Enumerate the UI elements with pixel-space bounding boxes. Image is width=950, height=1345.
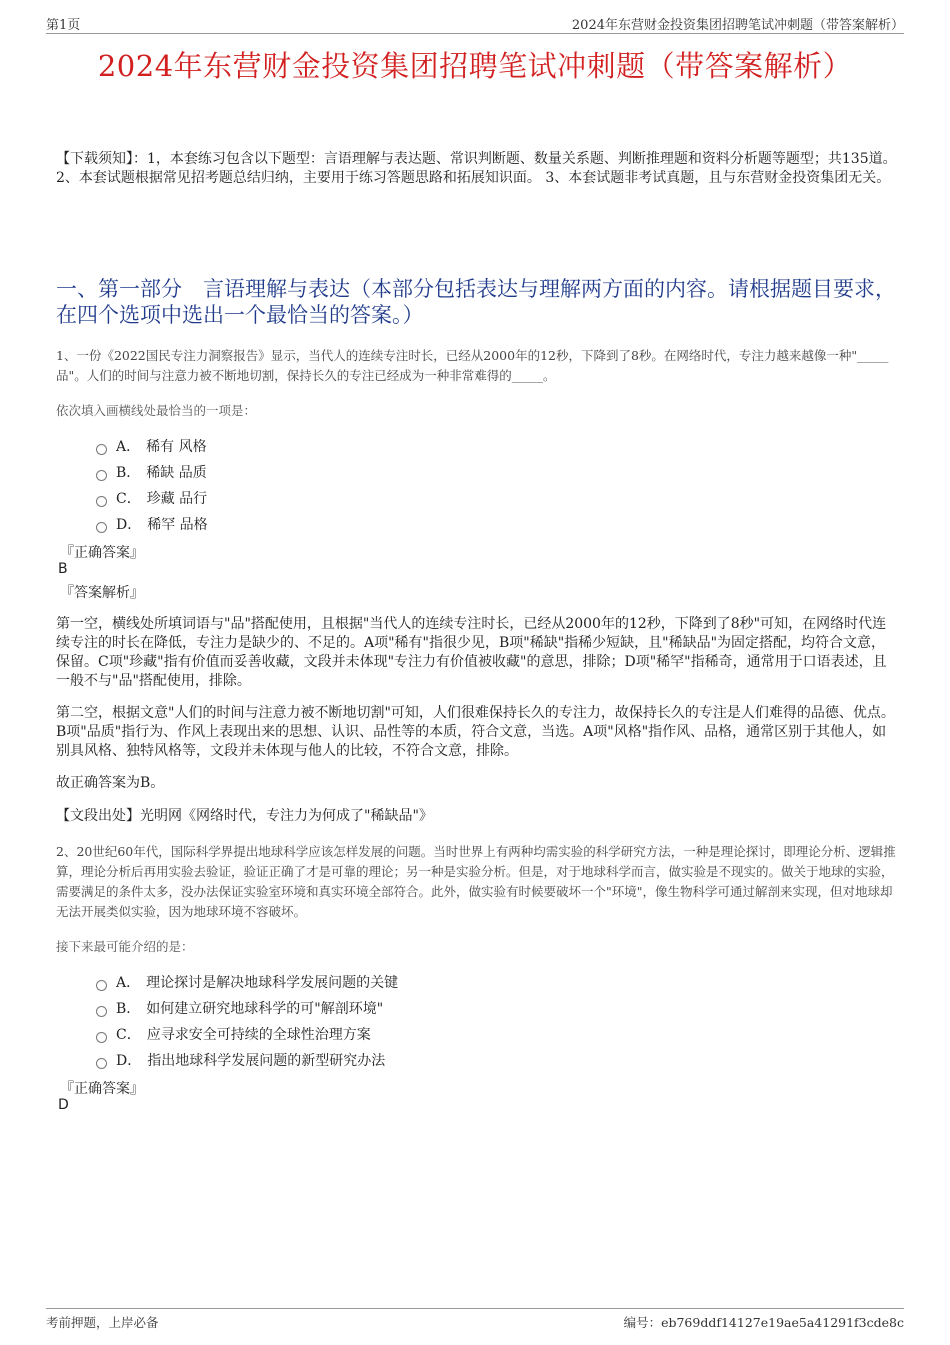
question-2-prompt: 接下来最可能介绍的是：	[56, 939, 194, 954]
radio-icon[interactable]	[96, 1058, 107, 1069]
answer-value: D	[58, 1097, 69, 1113]
answer-label: 『正确答案』	[60, 545, 144, 561]
question-1-stem: 1、一份《2022国民专注力洞察报告》显示，当代人的连续专注时长，已经从2000年的12秒，下降到了8秒。在网络时代，专注力越来越像一种"_____品"。人们的时间与注意力被不断地切割，保持长久的专注已经成为一种非常难得的_____。	[56, 348, 889, 383]
question-1-prompt: 依次填入画横线处最恰当的一项是：	[56, 403, 257, 418]
radio-icon[interactable]	[96, 444, 107, 455]
radio-icon[interactable]	[96, 522, 107, 533]
question-1-options	[96, 433, 208, 537]
radio-icon[interactable]	[96, 496, 107, 507]
document-title: 2024年东营财金投资集团招聘笔试冲刺题（带答案解析）	[97, 49, 853, 83]
option-a[interactable]: A． 稀有 风格	[96, 433, 208, 459]
option-c[interactable]: C． 珍藏 品行	[96, 485, 208, 511]
answer-value: B	[58, 561, 68, 577]
footer-divider	[46, 1308, 904, 1309]
question-2-options	[96, 969, 398, 1073]
option-d[interactable]: D． 指出地球科学发展问题的新型研究办法	[96, 1047, 398, 1073]
page-number: 第1页	[46, 18, 81, 33]
option-b[interactable]: B． 稀缺 品质	[96, 459, 208, 485]
analysis-paragraph: 第一空，横线处所填词语与"品"搭配使用，且根据"当代人的连续专注时长，已经从2000年的12秒，下降到了8秒"可知，在网络时代连续专注的时长在降低，专注力是缺少的、不足的。A项"稀有"指很少见，B项"稀缺"指稀少短缺，且"稀缺品"为固定搭配，均符合文意，保留。C项"珍藏"指有价值而妥善收藏，文段并未体现"专注力有价值被收藏"的意思，排除；D项"稀罕"指稀奇，通常用于口语表述，且一般不与"品"搭配使用，排除。	[56, 616, 887, 689]
running-header-title: 2024年东营财金投资集团招聘笔试冲刺题（带答案解析）	[571, 18, 904, 33]
radio-icon[interactable]	[96, 1032, 107, 1043]
radio-icon[interactable]	[96, 470, 107, 481]
option-d[interactable]: D． 稀罕 品格	[96, 511, 208, 537]
header-divider	[46, 33, 904, 34]
source-citation: 【文段出处】光明网《网络时代，专注力为何成了"稀缺品"》	[56, 808, 433, 824]
answer-label: 『正确答案』	[60, 1081, 144, 1097]
footer-slogan: 考前押题，上岸必备	[46, 1315, 159, 1330]
option-c[interactable]: C． 应寻求安全可持续的全球性治理方案	[96, 1021, 398, 1047]
radio-icon[interactable]	[96, 1006, 107, 1017]
section-heading: 一、第一部分 言语理解与表达（本部分包括表达与理解两方面的内容。请根据题目要求，在四个选项中选出一个最恰当的答案。）	[56, 277, 896, 327]
download-notice: 【下载须知】：1，本套练习包含以下题型：言语理解与表达题、常识判断题、数量关系题、判断推理题和资料分析题等题型；共135道。 2、本套试题根据常见招考题总结归纳，主要用于练习答题思路和拓展知识面。 3、本套试题非考试真题，且与东营财金投资集团无关。	[56, 151, 897, 186]
document-id: 编号：eb769ddf14127e19ae5a41291f3cde8c	[623, 1315, 904, 1330]
option-a[interactable]: A． 理论探讨是解决地球科学发展问题的关键	[96, 969, 398, 995]
question-2-stem: 2、20世纪60年代，国际科学界提出地球科学应该怎样发展的问题。当时世界上有两种均需实验的科学研究方法，一种是理论探讨，即理论分析、逻辑推算，理论分析后再用实验去验证，验证正确了才是可靠的理论；另一种是实验分析。但是，对于地球科学而言，做实验是不现实的。做关于地球的实验，需要满足的条件太多，没办法保证实验室环境和真实环境全部符合。此外，做实验有时候要破坏一个"环境"，像生物科学可通过解剖来实现，但对地球却无法开展类似实验，因为地球环境不容破坏。	[56, 844, 896, 919]
analysis-label: 『答案解析』	[60, 585, 144, 601]
analysis-conclusion: 故正确答案为B。	[56, 775, 165, 791]
analysis-paragraph: 第二空，根据文意"人们的时间与注意力被不断地切割"可知，人们很难保持长久的专注力，故保持长久的专注是人们难得的品德、优点。B项"品质"指行为、作风上表现出来的思想、认识、品性等的本质，符合文意，当选。A项"风格"指作风、品格，通常区别于其他人，如别具风格、独特风格等，文段并未体现与他人的比较，不符合文意，排除。	[56, 705, 895, 759]
radio-icon[interactable]	[96, 980, 107, 991]
option-b[interactable]: B． 如何建立研究地球科学的可"解剖环境"	[96, 995, 398, 1021]
